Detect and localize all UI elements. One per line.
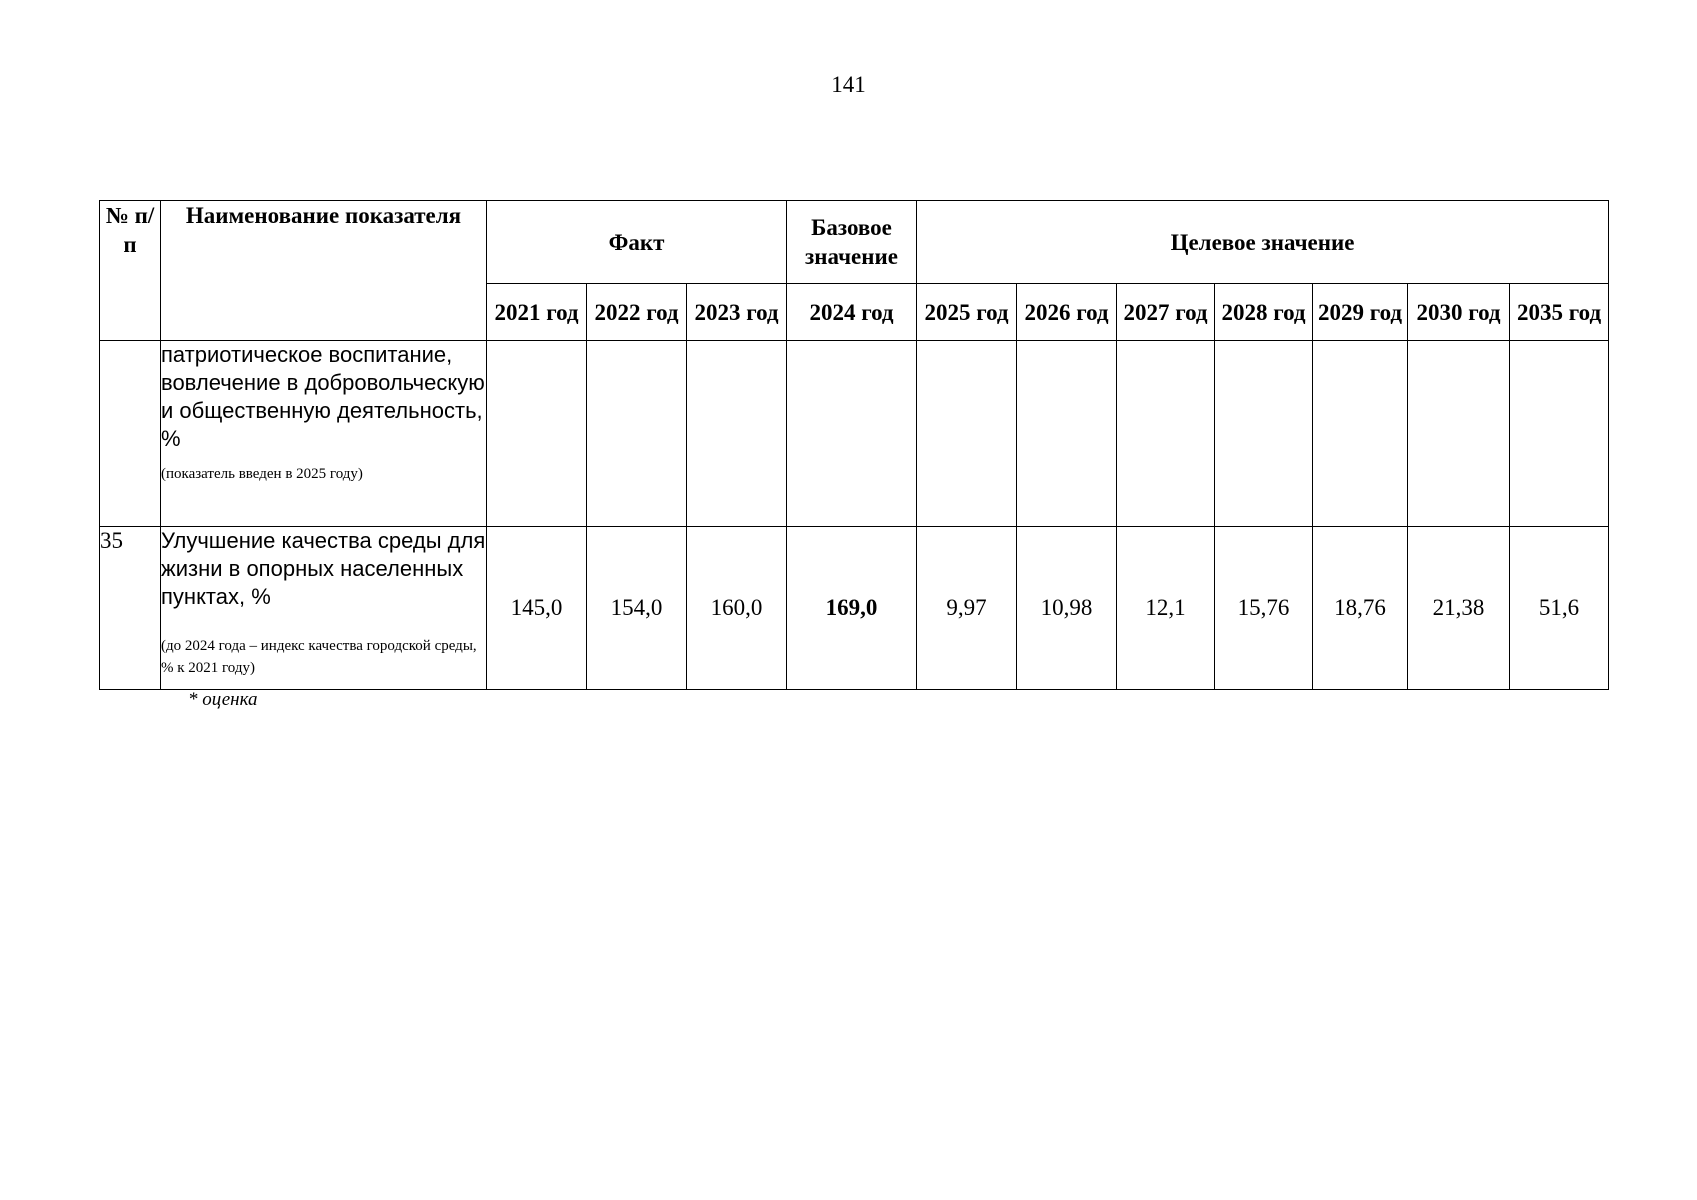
indicators-table	[99, 200, 1609, 690]
indicator-note: (до 2024 года – индекс качества городской среды, % к 2021 году)	[161, 638, 477, 676]
header-year-2024: 2024 год	[787, 284, 917, 341]
indicator-note: (показатель введен в 2025 году)	[161, 466, 363, 482]
header-year-2029: 2029 год	[1313, 284, 1408, 341]
value-2035	[1510, 341, 1609, 527]
header-year-2028: 2028 год	[1215, 284, 1313, 341]
value-2026	[1017, 341, 1117, 527]
value-2027: 12,1	[1117, 527, 1215, 690]
header-year-2027: 2027 год	[1117, 284, 1215, 341]
value-2026: 10,98	[1017, 527, 1117, 690]
row-number: 35	[100, 527, 161, 690]
row-name-cell	[161, 341, 487, 527]
header-base: Базовое значение	[787, 201, 917, 284]
value-2028	[1215, 341, 1313, 527]
value-2030	[1408, 341, 1510, 527]
table-row	[100, 341, 1609, 527]
value-2023	[687, 341, 787, 527]
header-row-groups	[100, 201, 1609, 284]
value-2023: 160,0	[687, 527, 787, 690]
footnote: * оценка	[188, 689, 258, 710]
header-target: Целевое значение	[917, 201, 1609, 284]
page-number: 141	[831, 72, 866, 97]
value-2028: 15,76	[1215, 527, 1313, 690]
value-2021: 145,0	[487, 527, 587, 690]
value-2029	[1313, 341, 1408, 527]
value-2025	[917, 341, 1017, 527]
header-fact: Факт	[487, 201, 787, 284]
indicator-name: Улучшение качества среды для жизни в опорных населенных пунктах, %	[161, 528, 486, 609]
table-row	[100, 527, 1609, 690]
value-2025: 9,97	[917, 527, 1017, 690]
indicator-name: патриотическое воспитание, вовлечение в добровольческую и общественную деятельность, %	[161, 342, 485, 451]
row-name-cell	[161, 527, 487, 690]
value-2021	[487, 341, 587, 527]
header-year-2023: 2023 год	[687, 284, 787, 341]
value-2027	[1117, 341, 1215, 527]
value-2022: 154,0	[587, 527, 687, 690]
header-year-2035: 2035 год	[1510, 284, 1609, 341]
header-year-2022: 2022 год	[587, 284, 687, 341]
row-number	[100, 341, 161, 527]
header-year-2026: 2026 год	[1017, 284, 1117, 341]
value-2035: 51,6	[1510, 527, 1609, 690]
header-year-2025: 2025 год	[917, 284, 1017, 341]
header-name: Наименование показателя	[161, 201, 487, 341]
header-number: № п/п	[100, 201, 161, 341]
value-2024	[787, 341, 917, 527]
value-2024: 169,0	[787, 527, 917, 690]
value-2030: 21,38	[1408, 527, 1510, 690]
value-2022	[587, 341, 687, 527]
header-year-2021: 2021 год	[487, 284, 587, 341]
header-year-2030: 2030 год	[1408, 284, 1510, 341]
value-2029: 18,76	[1313, 527, 1408, 690]
